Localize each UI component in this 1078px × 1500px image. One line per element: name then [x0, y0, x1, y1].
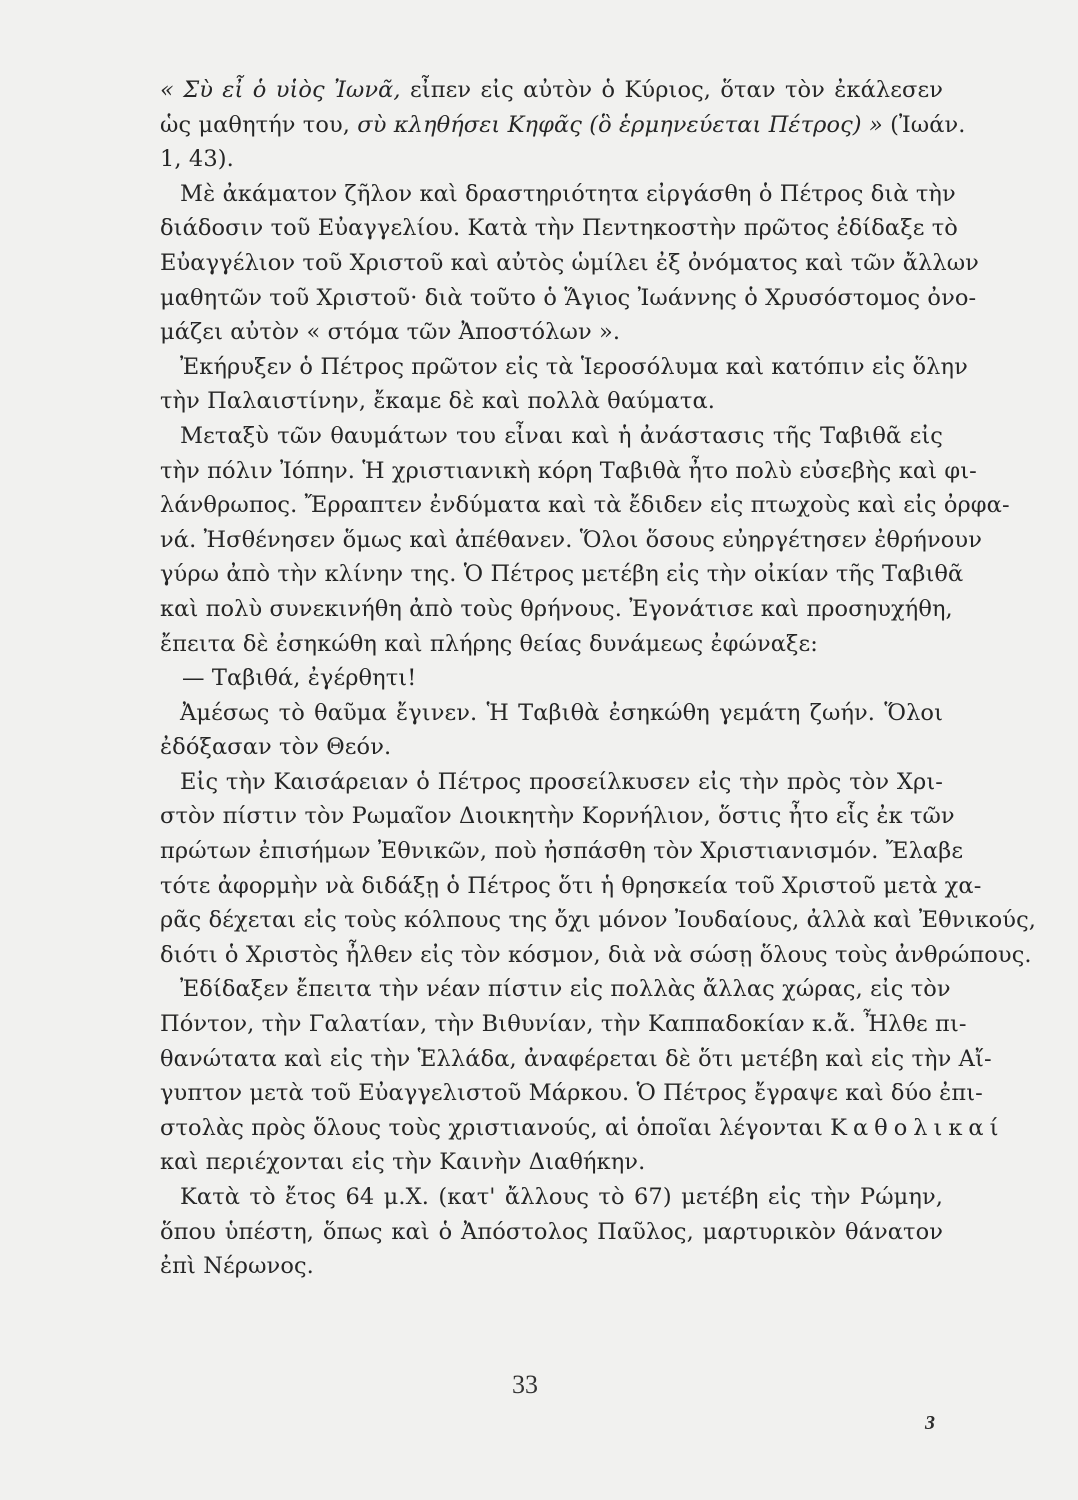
text-line: [160, 869, 982, 904]
text-line: [160, 246, 979, 281]
text-line: [160, 384, 943, 419]
text-segment: ρᾶς δέχεται εἰς τοὺς κόλπους της ὄχι μόνον Ἰουδαίους, ἀλλὰ καὶ Ἐθνικούς,: [160, 907, 1037, 934]
text-line: [160, 765, 943, 800]
text-line: [160, 1042, 992, 1077]
text-line: [160, 661, 943, 696]
text-segment: — Ταβιθά, ἐγέρθητι!: [182, 665, 417, 692]
text-line: [160, 1111, 1005, 1146]
text-line: [160, 108, 966, 143]
body-text: [160, 73, 1037, 1284]
text-line: [160, 488, 1010, 523]
text-segment: καὶ περιέχονται εἰς τὴν Καινὴν Διαθήκην.: [160, 1149, 646, 1176]
text-line: [160, 938, 1032, 973]
text-line: [160, 1007, 967, 1042]
text-segment: νά. Ἠσθένησεν ὅμως καὶ ἀπέθανεν. Ὅλοι ὅσους εὐηργέτησεν ἐθρήνουν: [160, 526, 982, 553]
text-segment: Κατὰ τὸ ἔτος 64 μ.Χ. (κατ' ἄλλους τὸ 67) μετέβη εἰς τὴν Ρώμην,: [180, 1184, 943, 1210]
text-line: [160, 1215, 943, 1250]
text-segment: τότε ἀφορμὴν νὰ διδάξῃ ὁ Πέτρος ὅτι ἡ θρησκεία τοῦ Χριστοῦ μετὰ χα-: [160, 872, 982, 899]
text-line: [160, 627, 943, 662]
text-line: [160, 730, 943, 765]
text-line: [160, 177, 956, 212]
text-segment: (Ἰωάν.: [882, 111, 966, 138]
text-line: [160, 903, 1037, 938]
text-segment: στὸν πίστιν τὸν Ρωμαῖον Διοικητὴν Κορνήλιον, ὅστις ἦτο εἷς ἐκ τῶν: [160, 803, 955, 830]
text-segment: μαθητῶν τοῦ Χριστοῦ· διὰ τοῦτο ὁ Ἅγιος Ἰωάννης ὁ Χρυσόστομος ὀνο-: [160, 284, 977, 311]
text-line: [160, 73, 943, 108]
text-line: [160, 523, 982, 558]
text-segment: Πόντον, τὴν Γαλατίαν, τὴν Βιθυνίαν, τὴν Καππαδοκίαν κ.ἄ. Ἦλθε πι-: [160, 1011, 967, 1038]
text-segment: Εὐαγγέλιον τοῦ Χριστοῦ καὶ αὐτὸς ὡμίλει ἐξ ὀνόματος καὶ τῶν ἄλλων: [160, 249, 979, 276]
text-line: [160, 1145, 943, 1180]
text-segment: Μεταξὺ τῶν θαυμάτων του εἶναι καὶ ἡ ἀνάστασις τῆς Ταβιθᾶ εἰς: [180, 422, 943, 449]
text-segment: « Σὺ εἶ ὁ υἱὸς Ἰωνᾶ,: [160, 77, 401, 103]
text-segment: ἔπειτα δὲ ἐσηκώθη καὶ πλήρης θείας δυνάμεως ἐφώναξε:: [160, 630, 818, 657]
text-line: [160, 211, 958, 246]
text-segment: μάζει αὐτὸν « στόμα τῶν Ἀποστόλων ».: [160, 319, 621, 346]
text-segment: εἶπεν εἰς αὐτὸν ὁ Κύριος, ὅταν τὸν ἐκάλεσεν: [400, 77, 944, 103]
text-line: [160, 799, 955, 834]
text-segment: γυπτον μετὰ τοῦ Εὐαγγελιστοῦ Μάρκου. Ὁ Πέτρος ἔγραψε καὶ δύο ἐπι-: [160, 1080, 983, 1107]
text-segment: σὺ κληθήσει Κηφᾶς (ὃ ἑρμηνεύεται Πέτρος) »: [357, 111, 883, 138]
text-segment: ὅπου ὑπέστη, ὅπως καὶ ὁ Ἀπόστολος Παῦλος, μαρτυρικὸν θάνατον: [160, 1218, 943, 1245]
text-line: [160, 1076, 983, 1111]
text-segment: Ἐκήρυξεν ὁ Πέτρος πρῶτον εἰς τὰ Ἱεροσόλυμα καὶ κατόπιν εἰς ὅλην: [180, 353, 968, 380]
text-line: [160, 592, 953, 627]
text-segment: πρώτων ἐπισήμων Ἐθνικῶν, ποὺ ἠσπάσθη τὸν Χριστιανισμόν. Ἔλαβε: [160, 838, 964, 865]
text-segment: θανώτατα καὶ εἰς τὴν Ἑλλάδα, ἀναφέρεται δὲ ὅτι μετέβη καὶ εἰς τὴν Αἴ-: [160, 1045, 992, 1072]
text-segment: ἐδόξασαν τὸν Θεόν.: [160, 734, 392, 761]
text-segment: Ἀμέσως τὸ θαῦμα ἔγινεν. Ἡ Ταβιθὰ ἐσηκώθη γεμάτη ζωήν. Ὅλοι: [180, 699, 943, 726]
text-segment: καὶ πολὺ συνεκινήθη ἀπὸ τοὺς θρήνους. Ἐγονάτισε καὶ προσηυχήθη,: [160, 595, 953, 622]
text-segment: διάδοσιν τοῦ Εὐαγγελίου. Κατὰ τὴν Πεντηκοστὴν πρῶτος ἐδίδαξε τὸ: [160, 215, 958, 242]
signature-mark: 3: [925, 1412, 935, 1434]
page-number: 33: [512, 1370, 538, 1399]
text-segment: ὡς μαθητήν του,: [160, 111, 358, 138]
text-line: [160, 834, 964, 869]
text-segment: διότι ὁ Χριστὸς ἦλθεν εἰς τὸν κόσμον, διὰ νὰ σώσῃ ὅλους τοὺς ἀνθρώπους.: [160, 941, 1032, 968]
text-segment: λάνθρωπος. Ἔρραπτεν ἐνδύματα καὶ τὰ ἔδιδεν εἰς πτωχοὺς καὶ εἰς ὀρφα-: [160, 492, 1010, 519]
text-segment: στολὰς πρὸς ὅλους τοὺς χριστιανούς, αἱ ὁποῖαι λέγονται: [160, 1114, 831, 1141]
text-segment: Μὲ ἀκάματον ζῆλον καὶ δραστηριότητα εἰργάσθη ὁ Πέτρος διὰ τὴν: [180, 180, 956, 207]
text-line: [160, 142, 943, 177]
text-line: [160, 454, 977, 489]
text-segment: γύρω ἀπὸ τὴν κλίνην της. Ὁ Πέτρος μετέβη εἰς τὴν οἰκίαν τῆς Ταβιθᾶ: [160, 561, 964, 588]
text-line: [160, 350, 968, 385]
text-line: [160, 315, 943, 350]
text-line: [160, 1249, 943, 1284]
text-segment: ἐπὶ Νέρωνος.: [160, 1253, 314, 1280]
text-segment: Εἰς τὴν Καισάρειαν ὁ Πέτρος προσείλκυσεν εἰς τὴν πρὸς τὸν Χρι-: [180, 768, 943, 795]
text-line: [160, 1180, 943, 1215]
text-segment: Καθολικαί: [830, 1114, 1005, 1141]
text-line: [160, 281, 977, 316]
text-segment: Ἐδίδαξεν ἔπειτα τὴν νέαν πίστιν εἰς πολλὰς ἄλλας χώρας, εἰς τὸν: [180, 976, 951, 1003]
text-segment: τὴν Παλαιστίνην, ἔκαμε δὲ καὶ πολλὰ θαύματα.: [160, 388, 716, 415]
text-line: [160, 696, 943, 731]
text-segment: τὴν πόλιν Ἰόπην. Ἡ χριστιανικὴ κόρη Ταβιθὰ ἦτο πολὺ εὐσεβὴς καὶ φι-: [160, 457, 977, 484]
text-line: [160, 419, 943, 454]
text-line: [160, 972, 951, 1007]
text-line: [160, 557, 964, 592]
text-segment: 1, 43).: [160, 146, 234, 173]
